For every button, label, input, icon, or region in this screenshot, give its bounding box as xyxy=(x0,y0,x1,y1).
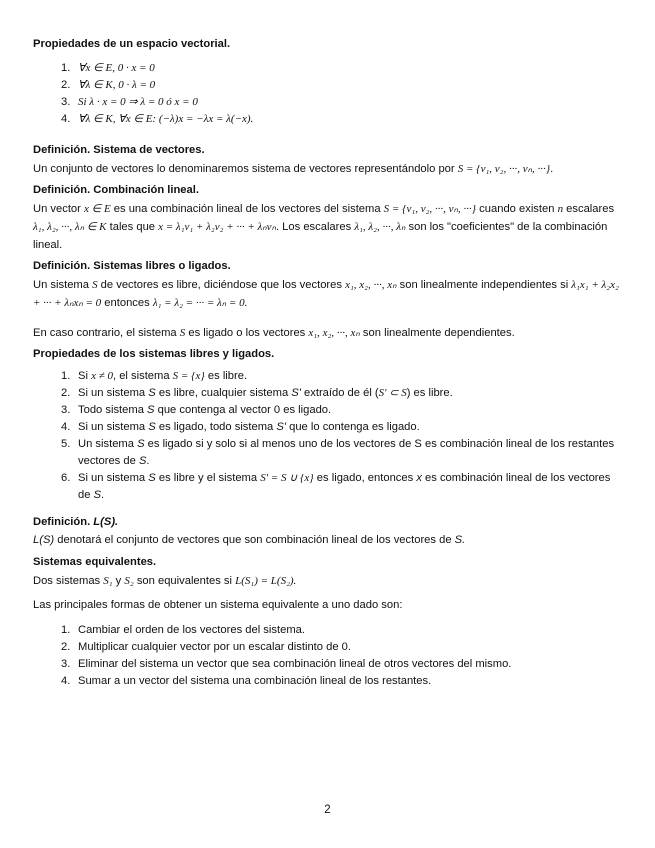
page-number: 2 xyxy=(324,804,331,816)
list-item: 1. ∀x ∈ E, 0 · x = 0 xyxy=(61,62,155,74)
equivalent-methods-list xyxy=(33,622,623,690)
heading-linear-combination: Definición. Combinación lineal. xyxy=(33,184,199,196)
ls-paragraph: L(S) denotará el conjunto de vectores que son combinación lineal de los vectores de S. xyxy=(33,534,466,546)
heading-ls-definition: Definición. L(S). xyxy=(33,516,119,528)
vector-space-properties-list xyxy=(33,60,623,128)
document-page xyxy=(33,38,623,690)
linear-combination-paragraph: Un vector x ∈ E es una combinación lineal de los vectores del sistema S = {v₁, v₂, ···, vₙ, ···} cuando existen n escalares λ₁, λ₂, ···, λₙ ∈ K tales que x = λ₁v₁ + λ₂v₂ + ··· + λₙvₙ. Los escalares λ₁, λ₂, ···, λₙ son los "coeficientes" de la combinación lineal. xyxy=(33,203,615,251)
list-item: 5. Un sistema S es ligado si y solo si al menos uno de los vectores de S es combinación lineal de los restantes vectores de S. xyxy=(61,438,615,467)
linked-system-paragraph: En caso contrario, el sistema S es ligado o los vectores x₁, x₂, ···, xₙ son linealmente dependientes. xyxy=(33,327,515,339)
list-item: 4. Sumar a un vector del sistema una combinación lineal de los restantes. xyxy=(61,675,432,687)
list-item: 2. ∀λ ∈ K, 0 · λ = 0 xyxy=(61,79,156,91)
list-item: 6. Si un sistema S es libre y el sistema S' = S ∪ {x} es ligado, entonces x es combinación lineal de los vectores de S. xyxy=(61,472,611,501)
list-item: 2. Si un sistema S es libre, cualquier sistema S' extraído de él (S' ⊂ S) es libre. xyxy=(61,387,453,399)
heading-free-or-linked: Definición. Sistemas libres o ligados. xyxy=(33,260,231,272)
list-item: 4. ∀λ ∈ K, ∀x ∈ E: (−λ)x = −λx = λ(−x). xyxy=(61,113,254,125)
equivalent-intro-paragraph: Las principales formas de obtener un sistema equivalente a uno dado son: xyxy=(33,599,403,611)
equivalent-systems-paragraph: Dos sistemas S₁ y S₂ son equivalentes si L(S₁) = L(S₂). xyxy=(33,575,297,587)
vector-system-paragraph: Un conjunto de vectores lo denominaremos sistema de vectores representándolo por S = {v₁, v₂, ···, vₙ, ···}. xyxy=(33,163,554,175)
heading-vector-system: Definición. Sistema de vectores. xyxy=(33,144,205,156)
free-system-paragraph: Un sistema S de vectores es libre, diciéndose que los vectores x₁, x₂, ···, xₙ son linealmente independientes si λ₁x₁ + λ₂x₂ + ··· + λₙxₙ = 0 entonces λ₁ = λ₂ = ··· = λₙ = 0. xyxy=(33,279,619,309)
list-item: 3. Todo sistema S que contenga al vector 0 es ligado. xyxy=(61,404,332,416)
heading-system-properties: Propiedades de los sistemas libres y ligados. xyxy=(33,348,275,360)
list-item: 1. Si x ≠ 0, el sistema S = {x} es libre. xyxy=(61,370,248,382)
heading-equivalent-systems: Sistemas equivalentes. xyxy=(33,556,157,568)
system-properties-list xyxy=(33,368,623,504)
list-item: 1. Cambiar el orden de los vectores del sistema. xyxy=(61,624,305,636)
heading-vector-space-properties: Propiedades de un espacio vectorial. xyxy=(33,38,231,50)
list-item: 3. Eliminar del sistema un vector que sea combinación lineal de otros vectores del mismo. xyxy=(61,658,512,670)
list-item: 2. Multiplicar cualquier vector por un escalar distinto de 0. xyxy=(61,641,351,653)
list-item: 4. Si un sistema S es ligado, todo sistema S' que lo contenga es ligado. xyxy=(61,421,420,433)
list-item: 3. Si λ · x = 0 ⇒ λ = 0 ó x = 0 xyxy=(61,96,198,108)
